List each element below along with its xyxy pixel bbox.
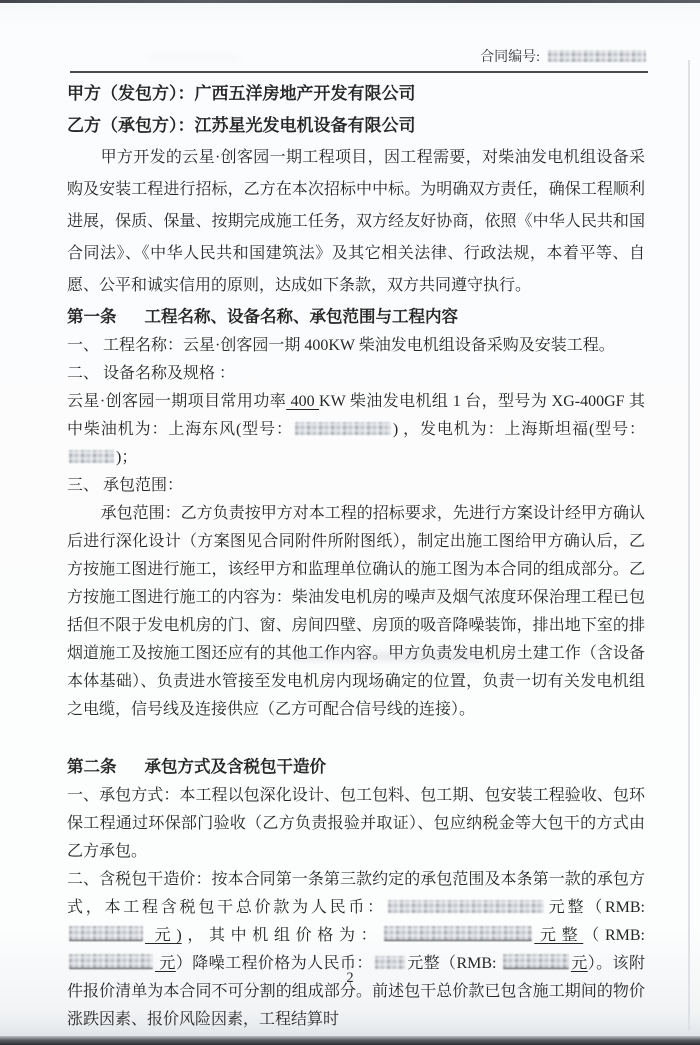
text-segment: 元): [145, 927, 182, 944]
equipment-spec-line: [67, 388, 645, 472]
text-segment: 甲方（发包方）：广西五洋房地产开发有限公司: [67, 84, 416, 103]
text-segment: KW 柴油发电机组 1 台，型号为 XG-400GF 其中柴油机为：上海东风(型号：: [67, 393, 645, 438]
clause-2-item-2-price: [67, 866, 645, 1034]
clause-label: 第一条: [67, 307, 117, 326]
text-segment: )；: [116, 449, 138, 466]
clause-1-item-2: [67, 360, 645, 388]
page-number: 2: [346, 970, 354, 986]
text-segment: 乙方（承包方）：江苏星光发电机设备有限公司: [67, 116, 416, 135]
text-segment: 400: [286, 393, 320, 410]
party-b-line: [67, 110, 645, 142]
text-segment: 甲方开发的云星·创客园一期工程项目，因工程需要，对柴油发电机组设备采购及安装工程进行招标，乙方在本次招标中中标。为明确双方责任，确保工程顺利进展，保质、保量、按期完成施工任务，双方经友好协商，依照《中华人民共和国合同法》、《中华人民共和国建筑法》及其它相关法律、行政法规，本着平等、自愿、公平和诚实信用的原则，达成如下条款，双方共同遵守执行。: [67, 149, 645, 294]
clause-2-item-1: [67, 782, 645, 866]
redacted-text: [69, 450, 114, 463]
redacted-text: [295, 422, 391, 435]
text-segment: 元整（RMB:: [406, 955, 501, 972]
redacted-text: [384, 926, 532, 941]
preamble-paragraph: [67, 142, 645, 302]
scan-top-edge: [0, 0, 700, 3]
party-a-line: [67, 78, 645, 110]
document-flow: [67, 78, 645, 1034]
text-segment: 云星·创客园一期项目常用功率: [67, 393, 287, 410]
clause-label: 第二条: [67, 757, 117, 776]
redacted-text: [69, 926, 143, 941]
text-segment: 二、 设备名称及规格 ：: [67, 365, 236, 382]
clause-title: 工程名称、设备名称、承包范围与工程内容: [144, 307, 458, 326]
redacted-text: [388, 900, 544, 913]
text-segment: 二、含税包干造价：按本合同第一条第三款约定的承包范围及本条第一款的承包方式，本工程含税包干总价款为人民币：: [67, 871, 645, 916]
clause-1-heading: [67, 302, 645, 332]
header-rule: [70, 71, 648, 73]
text-segment: 元整: [534, 927, 584, 944]
scan-smudge: [292, 652, 482, 661]
contract-number-label: 合同编号:: [480, 50, 540, 65]
clause-1-item-1: [67, 332, 645, 360]
scan-bottom-bar: [0, 1036, 700, 1045]
contract-number-row: [480, 46, 648, 66]
clause-2-heading: [67, 752, 645, 782]
text-segment: 元整（RMB:: [545, 899, 645, 916]
clause-1-item-3: [67, 472, 645, 500]
contract-scope-paragraph: [67, 500, 645, 724]
scan-smudge: [150, 56, 240, 59]
redacted-text: [375, 956, 405, 969]
text-segment: ）。该附件报价清单为本合同不可分割的组成部分。前述包干总价款已包含施工期间的物价涨跌因素、报价风险因素，工程结算时: [67, 955, 645, 1028]
text-segment: 元: [155, 955, 176, 972]
text-segment: ）降噪工程价格为人民币：: [175, 955, 373, 972]
redacted-text: [69, 954, 153, 969]
text-segment: 元: [570, 955, 588, 972]
text-segment: 一、承包方式：本工程以包深化设计、包工包料、包工期、包安装工程验收、包环保工程通过环保部门验收（乙方负责报验并取证）、包应纳税金等大包干的方式由乙方承包。: [67, 787, 645, 860]
text-segment: （RMB:: [583, 927, 645, 944]
text-segment: ) ，发电机为：上海斯坦福(型号：: [392, 421, 645, 438]
clause-title: 承包方式及含税包干造价: [144, 757, 326, 776]
text-segment: 一、 工程名称：云星·创客园一期 400KW 柴油发电机组设备采购及安装工程。: [67, 337, 615, 354]
text-segment: 三、 承包范围：: [67, 477, 184, 494]
redacted-text: [503, 954, 569, 969]
scan-page-edge-line: [688, 60, 690, 1031]
redacted-contract-number: [548, 50, 646, 62]
text-segment: 承包范围：乙方负责按甲方对本工程的招标要求，先进行方案设计经甲方确认后进行深化设计（方案图见合同附件所附图纸），制定出施工图给甲方确认后，乙方按施工图进行施工，该经甲方和监理单位确认的施工图为本合同的组成部分。乙方按施工图进行施工的内容为：柴油发电机房的噪声及烟气浓度环保治理工程已包括但不限于发电机房的门、窗、房间四壁、房顶的吸音降噪装饰，排出地下室的排烟道施工及按施工图还应有的其他工作内容。甲方负责发电机房土建工作（含设备本体基础）、负责进水管接至发电机房内现场确定的位置，负责一切有关发电机组之电缆，信号线及连接供应（乙方可配合信号线的连接）。: [67, 505, 645, 718]
text-segment: ，其中机组价格为：: [181, 927, 383, 944]
